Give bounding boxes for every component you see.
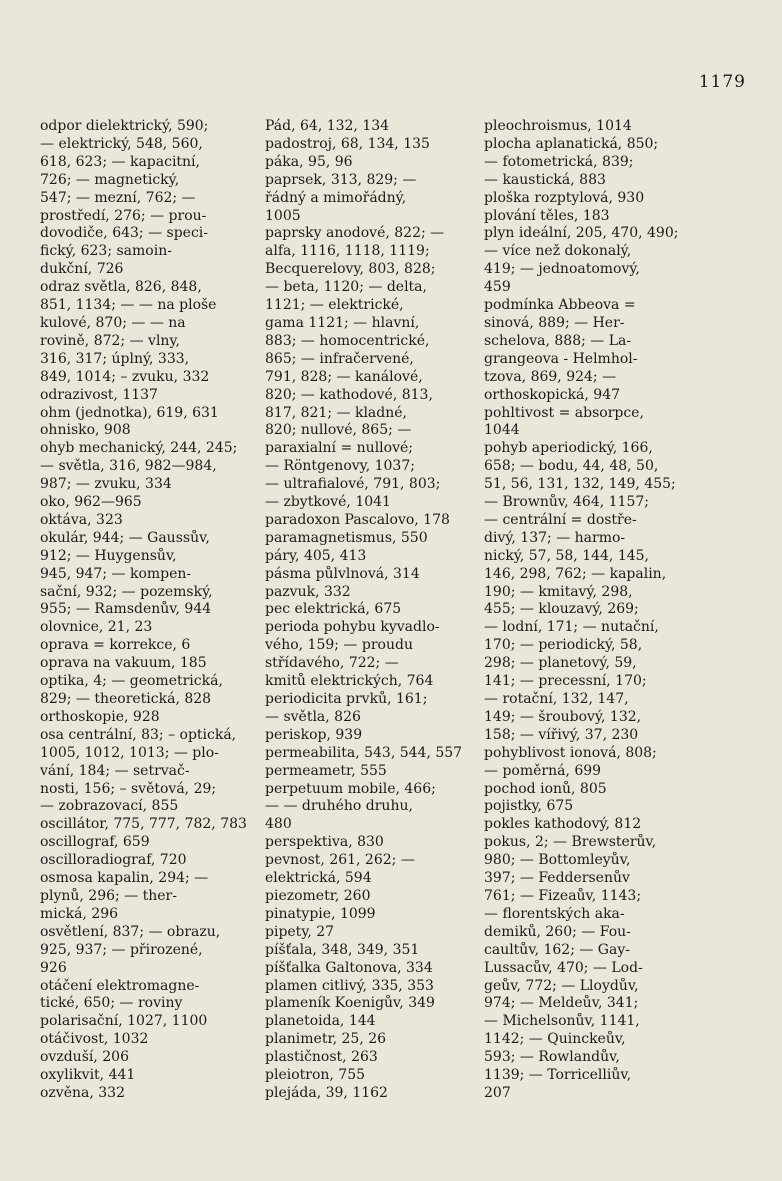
index-line: 912; — Huygensův, — [40, 547, 177, 564]
index-line: 926 — [40, 959, 67, 976]
index-line: páka, 95, 96 — [265, 153, 353, 170]
index-line: divý, 137; — harmo- — [484, 529, 626, 546]
index-line: 820; — kathodové, 813, — [265, 386, 433, 403]
index-line: — poměrná, 699 — [484, 762, 602, 779]
index-line: sační, 932; — pozemský, — [40, 583, 213, 600]
index-line: — Brownův, 464, 1157; — [484, 494, 649, 511]
index-line: pohltivost = absorpce, — [484, 404, 644, 421]
index-line: planimetr, 25, 26 — [265, 1031, 387, 1048]
index-line: prostředí, 276; — prou- — [40, 207, 207, 224]
index-line: ohm (jednotka), 619, 631 — [40, 404, 219, 421]
index-line: — světla, 826 — [265, 708, 361, 725]
index-line: 1005, 1012, 1013; — plo- — [40, 744, 219, 761]
index-line: 829; — theoretická, 828 — [40, 691, 212, 707]
index-line: mická, 296 — [40, 905, 119, 922]
index-line: 1142; — Quinckeův, — [484, 1031, 626, 1048]
index-line: odpor dielektrický, 590; — [40, 118, 209, 134]
index-line: — Röntgenovy, 1037; — [265, 458, 415, 475]
index-line: 974; — Meldeův, 341; — [484, 995, 639, 1012]
index-line: plastičnost, 263 — [265, 1049, 378, 1066]
index-line: vání, 184; — setrvač- — [40, 762, 190, 779]
index-line: oxylikvit, 441 — [40, 1067, 136, 1084]
index-line: 1005 — [265, 207, 301, 224]
index-line: plocha aplanatická, 850; — [484, 135, 659, 152]
index-line: 726; — magnetický, — [40, 171, 180, 188]
index-line: — světla, 316, 982—984, — [40, 458, 217, 475]
index-line: pojistky, 675 — [484, 798, 574, 815]
index-line: pokus, 2; — Brewsterův, — [484, 834, 657, 851]
index-line: periskop, 939 — [265, 726, 363, 743]
index-line: ohnisko, 908 — [40, 422, 131, 439]
index-line: — zobrazovací, 855 — [40, 798, 179, 815]
index-column-3 — [484, 118, 704, 1103]
index-line: nický, 57, 58, 144, 145, — [484, 547, 649, 564]
index-line: pásma půlvlnová, 314 — [265, 565, 420, 582]
index-line: oktáva, 323 — [40, 511, 123, 528]
index-line: oprava na vakuum, 185 — [40, 655, 207, 672]
index-line: piezometr, 260 — [265, 887, 371, 904]
index-line: oko, 962—965 — [40, 494, 142, 511]
index-line: permeametr, 555 — [265, 762, 387, 779]
index-line: olovnice, 21, 23 — [40, 619, 153, 636]
index-line: 207 — [484, 1084, 511, 1101]
index-line: střídavého, 722; — — [265, 655, 399, 672]
index-line: pipety, 27 — [265, 923, 335, 940]
index-line: periodicita prvků, 161; — [265, 691, 428, 707]
index-line: orthoskopická, 947 — [484, 386, 621, 403]
index-line: plování těles, 183 — [484, 207, 610, 224]
index-line: 865; — infračervené, — [265, 350, 414, 367]
index-line: optika, 4; — geometrická, — [40, 673, 223, 690]
index-line: 480 — [265, 816, 292, 833]
index-line: rovině, 872; — vlny, — [40, 332, 180, 349]
index-line: 1139; — Torricelliův, — [484, 1067, 632, 1084]
index-line: 980; — Bottomleyův, — [484, 852, 631, 869]
index-line: schelova, 888; — La- — [484, 332, 632, 349]
index-line: 455; — klouzavý, 269; — [484, 601, 639, 618]
index-line: 658; — bodu, 44, 48, 50, — [484, 458, 659, 475]
index-line: oprava = korrekce, 6 — [40, 637, 191, 654]
index-line: odraz světla, 826, 848, — [40, 279, 202, 296]
index-line: 883; — homocentrické, — [265, 332, 430, 349]
index-column-1 — [40, 118, 258, 1103]
index-line: 459 — [484, 279, 511, 296]
index-line: ploška rozptylová, 930 — [484, 189, 645, 206]
index-line: — Michelsonův, 1141, — [484, 1013, 640, 1030]
index-line: Becquerelovy, 803, 828; — [265, 261, 436, 278]
index-line: — centrální = dostře- — [484, 511, 637, 528]
index-line: 298; — planetový, 59, — [484, 655, 637, 672]
index-line: ozvěna, 332 — [40, 1084, 125, 1101]
index-line: 1044 — [484, 422, 520, 439]
index-line: 849, 1014; – zvuku, 332 — [40, 368, 210, 385]
index-line: otáčivost, 1032 — [40, 1031, 149, 1048]
index-line: pinatypie, 1099 — [265, 905, 376, 922]
index-line: 817, 821; — kladné, — [265, 404, 407, 421]
index-line: oscilloradiograf, 720 — [40, 852, 187, 869]
index-line: 51, 56, 131, 132, 149, 455; — [484, 476, 676, 493]
index-line: — lodní, 171; — nutační, — [484, 619, 659, 636]
index-line: permeabilita, 543, 544, 557 — [265, 744, 463, 761]
index-line: 547; — mezní, 762; — — [40, 189, 196, 206]
index-line: padostroj, 68, 134, 135 — [265, 135, 430, 152]
index-line: podmínka Abbeova = — [484, 297, 636, 314]
index-line: dovodiče, 643; — speci- — [40, 225, 209, 242]
index-line: ohyb mechanický, 244, 245; — [40, 440, 238, 457]
index-line: 316, 317; úplný, 333, — [40, 350, 190, 367]
index-line: Pád, 64, 132, 134 — [265, 118, 390, 134]
index-line: 593; — Rowlandův, — [484, 1049, 620, 1066]
index-line: 190; — kmitavý, 298, — [484, 583, 633, 600]
index-line: 851, 1134; — — na ploše — [40, 297, 217, 314]
index-line: planetoida, 144 — [265, 1013, 376, 1030]
index-line: perspektiva, 830 — [265, 834, 384, 851]
index-line: 925, 937; — přirozené, — [40, 941, 203, 958]
index-line: 820; nullové, 865; — — [265, 422, 412, 439]
index-line: plejáda, 39, 1162 — [265, 1084, 388, 1101]
index-line: — elektrický, 548, 560, — [40, 135, 203, 152]
index-line: plyn ideální, 205, 470, 490; — [484, 225, 679, 242]
index-line: okulár, 944; — Gaussův, — [40, 529, 210, 546]
index-line: plamen citlivý, 335, 353 — [265, 977, 434, 994]
index-line: paprsek, 313, 829; — — [265, 171, 417, 188]
index-line: kulové, 870; — — na — [40, 314, 186, 331]
index-line: 419; — jednoatomový, — [484, 261, 640, 278]
index-line: polarisační, 1027, 1100 — [40, 1013, 208, 1030]
index-line: alfa, 1116, 1118, 1119; — [265, 243, 430, 260]
index-line: pleiotron, 755 — [265, 1067, 366, 1084]
index-line: — zbytkové, 1041 — [265, 494, 391, 511]
index-line: vého, 159; — proudu — [265, 637, 413, 654]
index-line: pec elektrická, 675 — [265, 601, 402, 618]
index-line: — — druhého druhu, — [265, 798, 413, 815]
page-number: 1179 — [698, 72, 746, 92]
index-line: píšťala, 348, 349, 351 — [265, 941, 420, 958]
index-line: 146, 298, 762; — kapalin, — [484, 565, 667, 582]
index-line: ovzduší, 206 — [40, 1049, 129, 1066]
index-line: páry, 405, 413 — [265, 547, 367, 564]
index-line: — kaustická, 883 — [484, 171, 606, 188]
index-line: 987; — zvuku, 334 — [40, 476, 172, 493]
index-line: tické, 650; — roviny — [40, 995, 183, 1012]
index-line: geův, 772; — Lloydův, — [484, 977, 639, 994]
index-line: perpetuum mobile, 466; — [265, 780, 436, 797]
index-line: pazvuk, 332 — [265, 583, 351, 600]
index-line: grangeova - Helmhol- — [484, 350, 638, 367]
index-line: paramagnetismus, 550 — [265, 529, 428, 546]
index-line: 158; — vířivý, 37, 230 — [484, 726, 639, 743]
index-line: plynů, 296; — ther- — [40, 887, 177, 904]
index-line: — fotometrická, 839; — [484, 153, 634, 170]
index-line: osvětlení, 837; — obrazu, — [40, 923, 221, 940]
index-line: 945, 947; — kompen- — [40, 565, 192, 582]
index-line: 1121; — elektrické, — [265, 297, 404, 314]
index-line: pohyblivost ionová, 808; — [484, 744, 657, 761]
index-line: fický, 623; samoin- — [40, 243, 172, 260]
index-line: pokles kathodový, 812 — [484, 816, 642, 833]
index-line: — rotační, 132, 147, — [484, 691, 629, 707]
index-line: paraxialní = nullové; — [265, 440, 413, 457]
index-line: — florentských aka- — [484, 905, 625, 922]
index-line: orthoskopie, 928 — [40, 708, 160, 725]
index-line: — beta, 1120; — delta, — [265, 279, 427, 296]
index-line: 141; — precessní, 170; — [484, 673, 647, 690]
index-line: paprsky anodové, 822; — — [265, 225, 445, 242]
index-line: tzova, 869, 924; — — [484, 368, 617, 385]
index-line: řádný a mimořádný, — [265, 189, 407, 206]
index-line: pochod ionů, 805 — [484, 780, 607, 797]
index-line: dukční, 726 — [40, 261, 124, 278]
index-line: — ultrafialové, 791, 803; — [265, 476, 441, 493]
index-column-2 — [265, 118, 477, 1103]
index-line: demiků, 260; — Fou- — [484, 923, 631, 940]
index-line: perioda pohybu kyvadlo- — [265, 619, 440, 636]
index-line: kmitů elektrických, 764 — [265, 673, 434, 690]
index-line: 791, 828; — kanálové, — [265, 368, 423, 385]
index-line: 397; — Feddersenův — [484, 870, 630, 887]
index-line: pevnost, 261, 262; — — [265, 852, 415, 869]
index-line: 170; — periodický, 58, — [484, 637, 643, 654]
index-line: sinová, 889; — Her- — [484, 314, 625, 331]
index-line: gama 1121; — hlavní, — [265, 314, 420, 331]
index-line: oscillátor, 775, 777, 782, 783 — [40, 816, 247, 833]
index-line: caultův, 162; — Gay- — [484, 941, 630, 958]
index-line: 955; — Ramsdenův, 944 — [40, 601, 212, 618]
index-line: 618, 623; — kapacitní, — [40, 153, 200, 170]
index-line: píšťalka Galtonova, 334 — [265, 959, 433, 976]
index-line: 761; — Fizeaův, 1143; — [484, 887, 642, 904]
index-line: osa centrální, 83; – optická, — [40, 726, 237, 743]
index-line: pleochroismus, 1014 — [484, 118, 632, 134]
index-line: plameník Koenigův, 349 — [265, 995, 435, 1012]
index-line: osmosa kapalin, 294; — — [40, 870, 209, 887]
index-line: pohyb aperiodický, 166, — [484, 440, 653, 457]
index-line: nosti, 156; – světová, 29; — [40, 780, 217, 797]
index-line: — více než dokonalý, — [484, 243, 632, 260]
index-line: elektrická, 594 — [265, 870, 372, 887]
index-line: 149; — šroubový, 132, — [484, 708, 642, 725]
index-line: Lussacův, 470; — Lod- — [484, 959, 643, 976]
index-line: paradoxon Pascalovo, 178 — [265, 511, 450, 528]
index-line: oscillograf, 659 — [40, 834, 150, 851]
index-line: odrazivost, 1137 — [40, 386, 158, 403]
index-line: otáčení elektromagne- — [40, 977, 200, 994]
